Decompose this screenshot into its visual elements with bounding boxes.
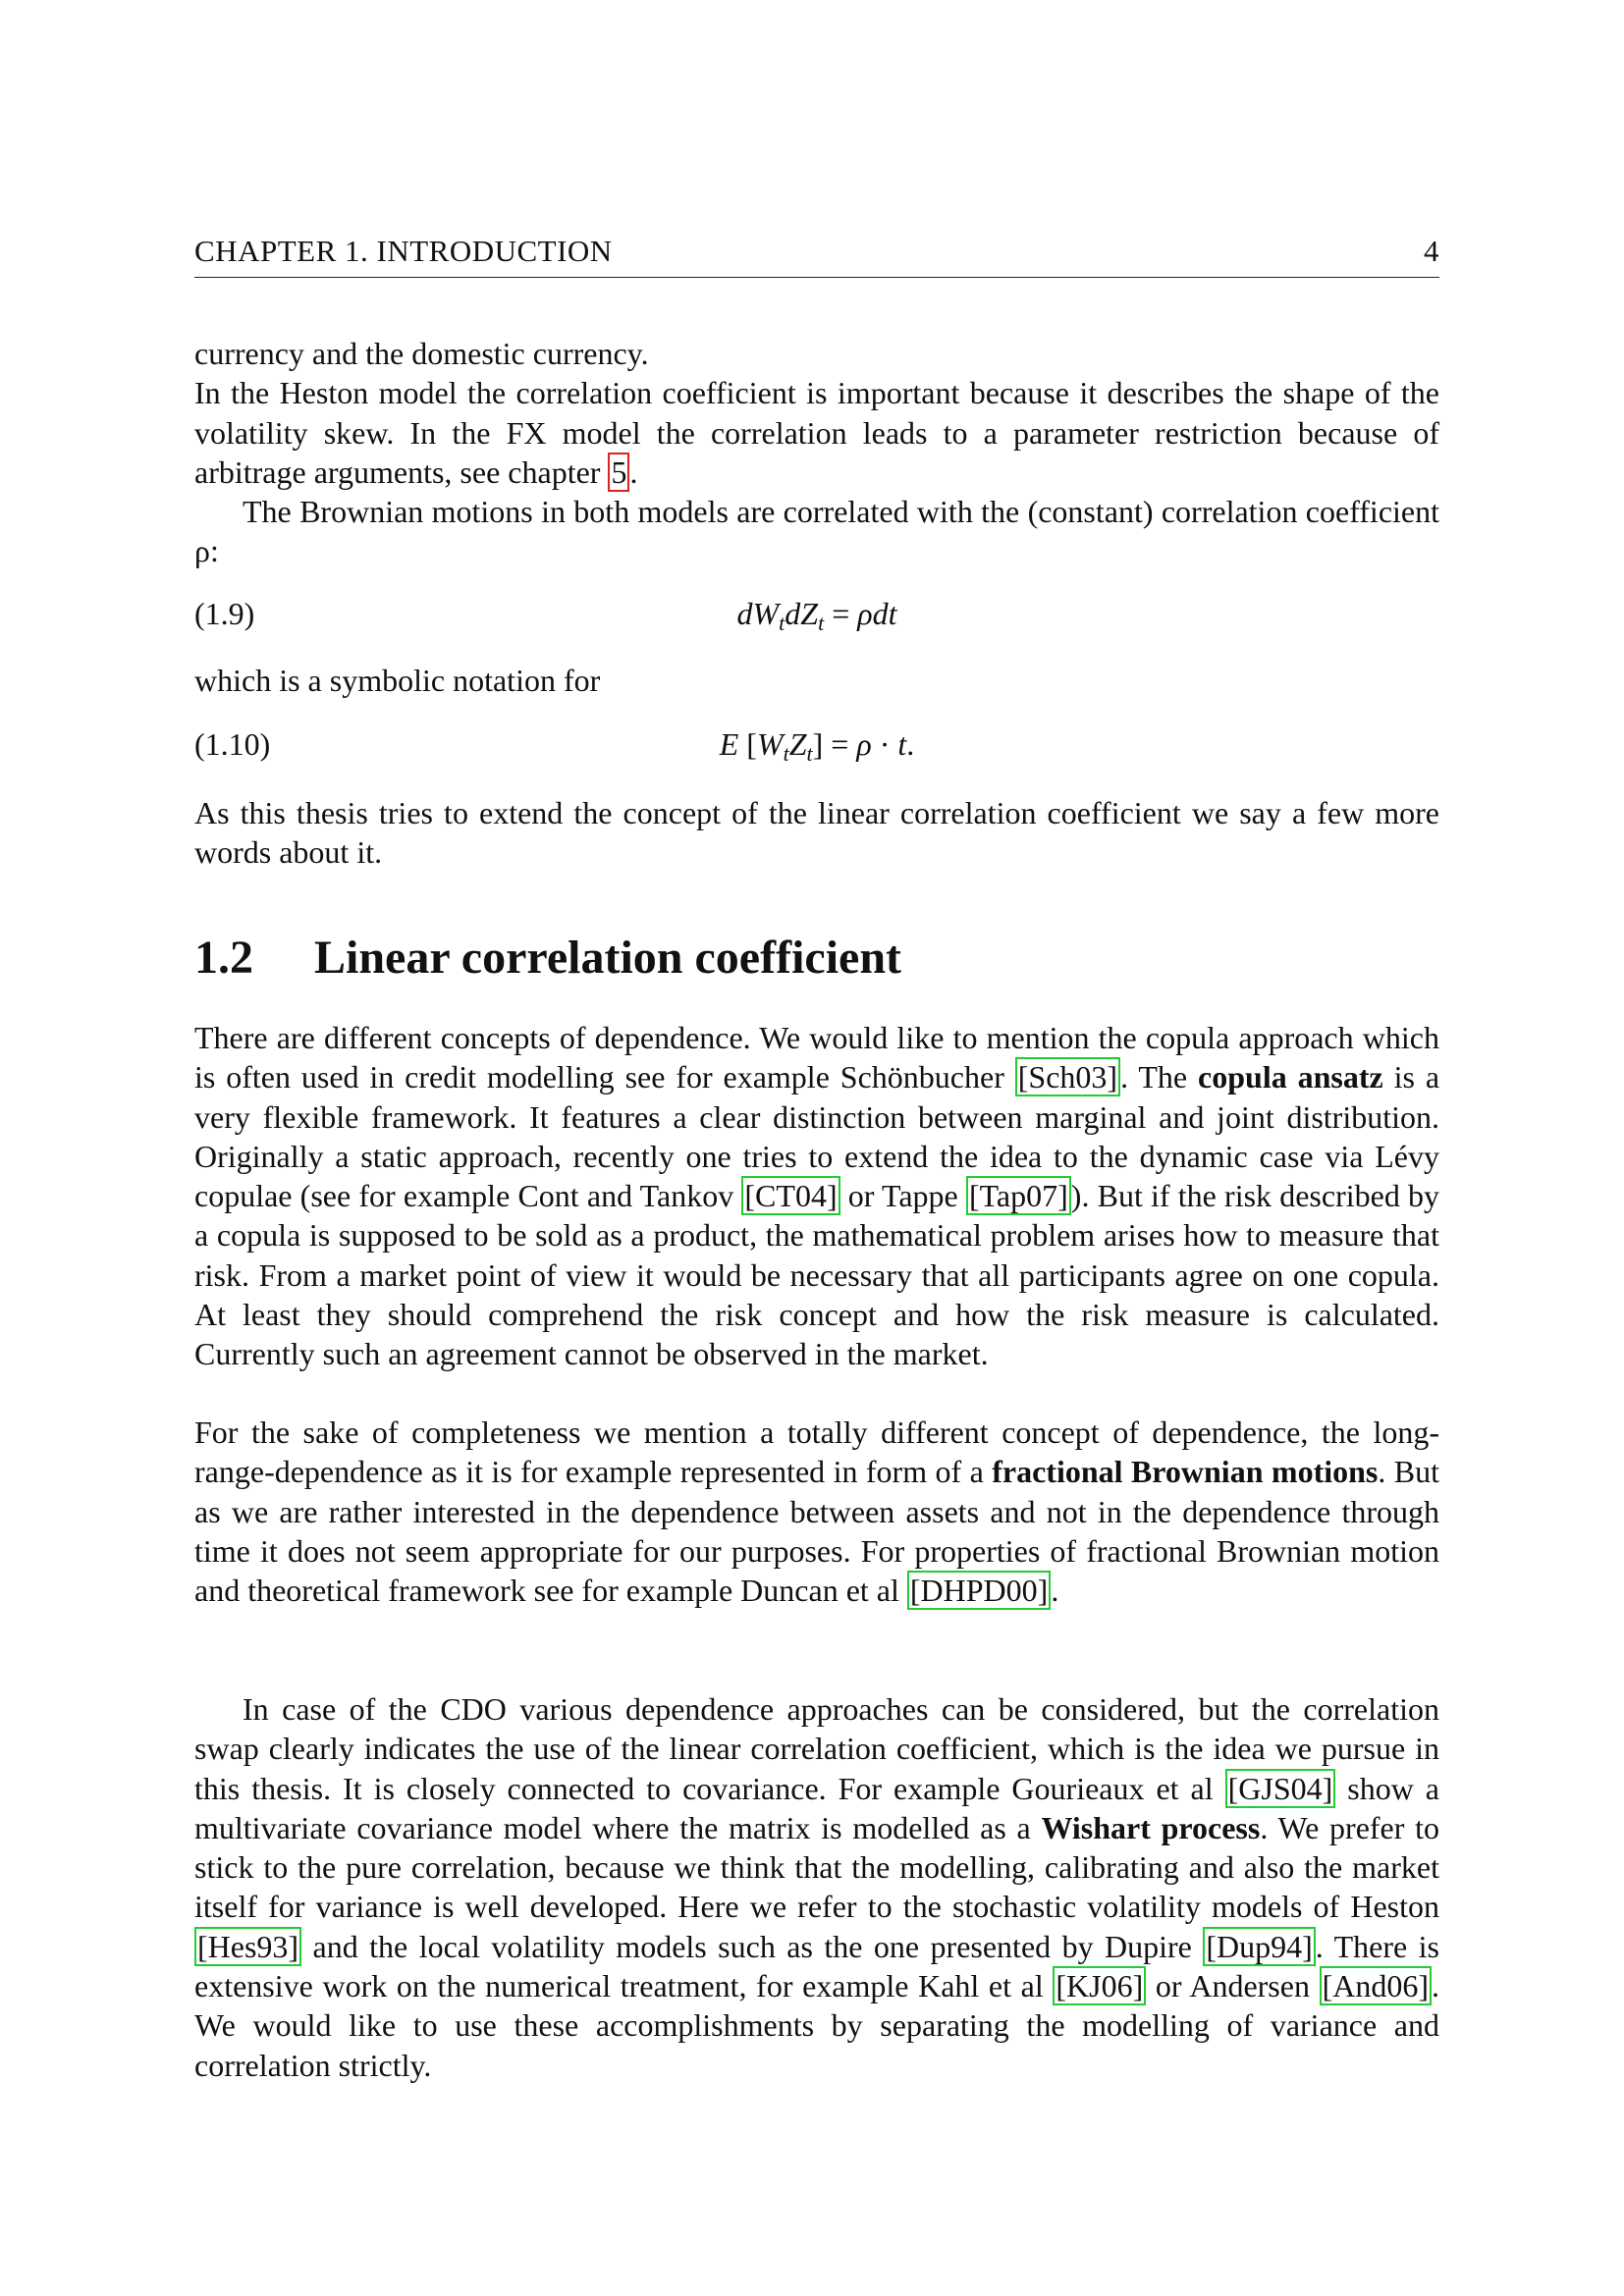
bold-term: copula ansatz xyxy=(1198,1059,1383,1095)
section-title: Linear correlation coefficient xyxy=(314,932,902,984)
paragraph-intro xyxy=(194,334,1439,571)
equation-1-9 xyxy=(194,596,1439,635)
text-run: and the local volatility models such as the one presented by Dupire xyxy=(301,1928,1204,1964)
text-run: . There is extensive work on the numerical treatment, for example Kahl et al xyxy=(194,1928,1440,2004)
text-run: is a very flexible framework. It features a clear distinction between marginal and joint distribution. Originally a static approach, recently one tries to extend the idea to the dynamic case via Lévy copulae (see for example Cont and Tankov xyxy=(194,1059,1440,1214)
text-run: . But as we are rather interested in the dependence between assets and not in the dependence through time it does not seem appropriate for our purposes. For properties of fractional Brownian motion and theoretical framework see for example Duncan et al xyxy=(194,1454,1440,1609)
text-run: . xyxy=(1051,1573,1059,1609)
citation-link[interactable]: [KJ06] xyxy=(1053,1966,1146,2005)
equation-number: (1.9) xyxy=(194,596,255,631)
paragraph-heston xyxy=(194,373,1439,492)
equation-body: $dW_tdZ_t = \rho dt$ xyxy=(736,596,897,635)
paragraph-extend: As this thesis tries to extend the concept of the linear correlation coefficient we say a few more words about it. xyxy=(194,795,1439,871)
citation-link[interactable]: [And06] xyxy=(1320,1966,1432,2005)
equation-body: E $[W_tZ_t] = \rho \cdot t$. xyxy=(719,726,915,766)
text-run: . xyxy=(629,454,638,490)
text-run: . We would like to use these accomplishments by separating the modelling of variance and correlation strictly. xyxy=(194,1968,1440,2083)
section-number: 1.2 xyxy=(194,932,253,984)
text-run: . The xyxy=(1120,1059,1199,1095)
text-run: For the sake of completeness we mention a totally different concept of dependence, the long-range-dependence as it is for example represented in form of a xyxy=(194,1415,1439,1490)
citation-link[interactable]: [Dup94] xyxy=(1203,1927,1315,1966)
paragraph-copula xyxy=(194,1018,1439,1374)
text-run: or Tappe xyxy=(839,1178,966,1214)
equation-1-10 xyxy=(194,726,1439,766)
paragraph-brownian: The Brownian motions in both models are correlated with the (constant) correlation coefficient ρ: xyxy=(194,494,1439,569)
bold-term: Wishart process xyxy=(1041,1809,1261,1845)
text-run: ). But if the risk described by a copula is supposed to be sold as a product, the mathematical problem arises how to measure that risk. From a market point of view it would be necessary that all participants agree on one copula. At least they should comprehend the risk concept and how the risk measure is calculated. Currently such an agreement cannot be observed in the market. xyxy=(194,1178,1440,1372)
running-header xyxy=(194,234,1439,278)
text-run: show a multivariate covariance model where the matrix is modelled as a xyxy=(194,1770,1440,1845)
chapter-title: CHAPTER 1. INTRODUCTION xyxy=(194,234,613,268)
citation-link[interactable]: [GJS04] xyxy=(1225,1769,1336,1808)
text-run: There are different concepts of dependence. We would like to mention the copula approach which is often used in credit modelling see for example Schönbucher xyxy=(194,1020,1439,1095)
citation-link[interactable]: [Hes93] xyxy=(194,1927,301,1966)
text-run: In the Heston model the correlation coefficient is important because it describes the shape of the volatility skew. In the FX model the correlation leads to a parameter restriction because of arbitrage arguments, see chapter xyxy=(194,375,1439,490)
paragraph-line: currency and the domestic currency. xyxy=(194,336,649,371)
paragraph-long-range xyxy=(194,1413,1439,1610)
paragraph-cdo xyxy=(194,1689,1439,2085)
paragraph-symbolic: which is a symbolic notation for xyxy=(194,663,601,698)
text-run: . We prefer to stick to the pure correlation, because we think that the modelling, calibrating and also the market itself for variance is well developed. Here we refer to the stochastic volatility models of Heston xyxy=(194,1809,1440,1925)
equation-number: (1.10) xyxy=(194,726,271,762)
citation-link[interactable]: [CT04] xyxy=(741,1176,839,1215)
citation-link[interactable]: [DHPD00] xyxy=(907,1571,1051,1610)
text-run: In case of the CDO various dependence approaches can be considered, but the correlation swap clearly indicates the use of the linear correlation coefficient, which is the idea we pursue in this thesis. It is closely connected to covariance. For example Gourieaux et al xyxy=(194,1691,1439,1806)
citation-link[interactable]: [Tap07] xyxy=(966,1176,1071,1215)
citation-link[interactable]: [Sch03] xyxy=(1015,1057,1120,1096)
bold-term: fractional Brownian motions xyxy=(992,1454,1379,1490)
chapter-reference-link[interactable]: 5 xyxy=(608,453,629,492)
text-run: or Andersen xyxy=(1146,1968,1320,2004)
section-heading xyxy=(194,931,901,985)
page-number: 4 xyxy=(1424,234,1439,268)
